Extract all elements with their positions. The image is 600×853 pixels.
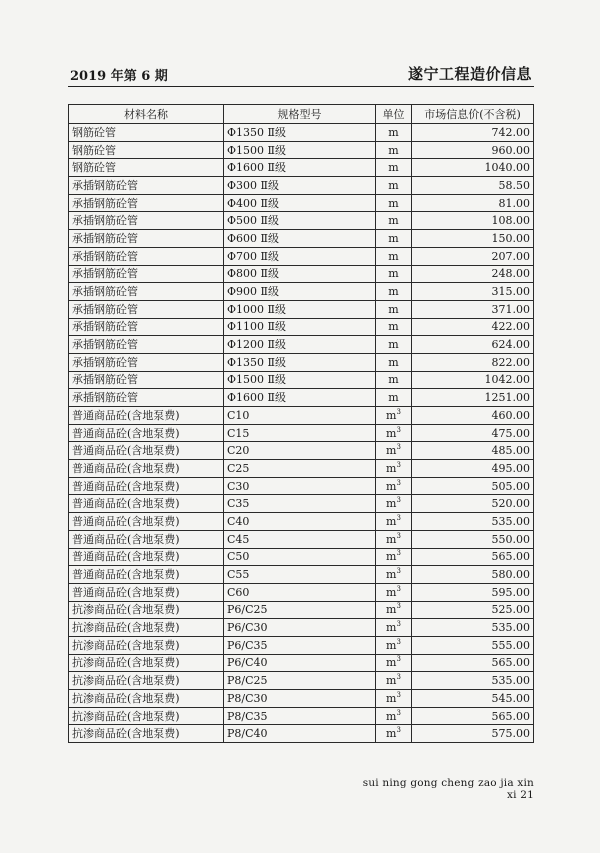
price-cell: 485.00 <box>412 442 534 460</box>
column-header-unit: 单位 <box>376 105 412 124</box>
unit-text: m <box>386 621 397 635</box>
unit-text: m <box>386 674 397 688</box>
price-cell: 555.00 <box>412 636 534 654</box>
price-cell: 960.00 <box>412 141 534 159</box>
unit-text: m <box>386 709 397 723</box>
unit-cell <box>376 672 412 690</box>
material-name-cell: 普通商品砼(含地泵费) <box>69 477 224 495</box>
price-cell: 742.00 <box>412 124 534 142</box>
spec-cell: Φ1000 Ⅱ级 <box>224 300 376 318</box>
unit-text: m <box>388 338 399 352</box>
unit-superscript: 3 <box>396 584 401 593</box>
spec-cell: P6/C25 <box>224 601 376 619</box>
table-row <box>69 477 534 495</box>
material-name-cell: 普通商品砼(含地泵费) <box>69 530 224 548</box>
table-header-row <box>69 105 534 124</box>
material-name-cell: 抗渗商品砼(含地泵费) <box>69 725 224 743</box>
material-name-cell: 普通商品砼(含地泵费) <box>69 566 224 584</box>
table-row <box>69 283 534 301</box>
unit-cell <box>376 300 412 318</box>
spec-cell: Φ300 Ⅱ级 <box>224 177 376 195</box>
unit-cell <box>376 336 412 354</box>
material-name-cell: 承插钢筋砼管 <box>69 212 224 230</box>
spec-cell: P8/C35 <box>224 707 376 725</box>
material-name-cell: 抗渗商品砼(含地泵费) <box>69 601 224 619</box>
spec-cell: C35 <box>224 495 376 513</box>
publication-title: 遂宁工程造价信息 <box>407 65 532 83</box>
material-name-cell: 承插钢筋砼管 <box>69 177 224 195</box>
column-header-price: 市场信息价(不含税) <box>412 105 534 124</box>
price-cell: 108.00 <box>412 212 534 230</box>
material-name-cell: 承插钢筋砼管 <box>69 300 224 318</box>
column-header-material: 材料名称 <box>69 105 224 124</box>
table-row <box>69 460 534 478</box>
spec-cell: C40 <box>224 513 376 531</box>
price-cell: 505.00 <box>412 477 534 495</box>
spec-cell: Φ900 Ⅱ级 <box>224 283 376 301</box>
unit-cell <box>376 371 412 389</box>
material-name-cell: 承插钢筋砼管 <box>69 283 224 301</box>
spec-cell: Φ1600 Ⅱ级 <box>224 159 376 177</box>
unit-text: m <box>388 125 399 139</box>
material-name-cell: 承插钢筋砼管 <box>69 353 224 371</box>
table-row <box>69 141 534 159</box>
spec-cell: P8/C30 <box>224 690 376 708</box>
spec-cell: P6/C35 <box>224 636 376 654</box>
material-name-cell: 承插钢筋砼管 <box>69 318 224 336</box>
unit-text: m <box>388 143 399 157</box>
spec-cell: Φ1350 Ⅱ级 <box>224 124 376 142</box>
spec-cell: Φ1200 Ⅱ级 <box>224 336 376 354</box>
price-cell: 565.00 <box>412 707 534 725</box>
material-name-cell: 普通商品砼(含地泵费) <box>69 460 224 478</box>
table-body <box>69 124 534 743</box>
table-row <box>69 442 534 460</box>
unit-cell <box>376 566 412 584</box>
unit-cell <box>376 636 412 654</box>
unit-cell <box>376 495 412 513</box>
unit-cell <box>376 530 412 548</box>
material-name-cell: 承插钢筋砼管 <box>69 389 224 407</box>
price-cell: 475.00 <box>412 424 534 442</box>
table-row <box>69 495 534 513</box>
unit-superscript: 3 <box>396 407 401 416</box>
material-name-cell: 普通商品砼(含地泵费) <box>69 513 224 531</box>
unit-text: m <box>386 550 397 564</box>
unit-text: m <box>388 214 399 228</box>
unit-text: m <box>386 497 397 511</box>
material-name-cell: 普通商品砼(含地泵费) <box>69 442 224 460</box>
unit-cell <box>376 353 412 371</box>
unit-text: m <box>388 196 399 210</box>
table-row <box>69 690 534 708</box>
table-row <box>69 583 534 601</box>
price-cell: 150.00 <box>412 230 534 248</box>
spec-cell: C50 <box>224 548 376 566</box>
spec-cell: C10 <box>224 407 376 425</box>
unit-text: m <box>388 391 399 405</box>
material-name-cell: 钢筋砼管 <box>69 159 224 177</box>
material-name-cell: 抗渗商品砼(含地泵费) <box>69 672 224 690</box>
unit-superscript: 3 <box>396 690 401 699</box>
table-row <box>69 265 534 283</box>
spec-cell: Φ400 Ⅱ级 <box>224 194 376 212</box>
table-row <box>69 230 534 248</box>
column-header-spec: 规格型号 <box>224 105 376 124</box>
unit-cell <box>376 690 412 708</box>
material-name-cell: 钢筋砼管 <box>69 141 224 159</box>
spec-cell: P6/C40 <box>224 654 376 672</box>
material-name-cell: 普通商品砼(含地泵费) <box>69 495 224 513</box>
table-row <box>69 124 534 142</box>
unit-superscript: 3 <box>396 460 401 469</box>
unit-cell <box>376 283 412 301</box>
unit-text: m <box>386 691 397 705</box>
table-row <box>69 336 534 354</box>
unit-text: m <box>388 355 399 369</box>
table-row <box>69 353 534 371</box>
unit-cell <box>376 548 412 566</box>
table-row <box>69 707 534 725</box>
unit-superscript: 3 <box>396 531 401 540</box>
unit-superscript: 3 <box>396 655 401 664</box>
material-name-cell: 钢筋砼管 <box>69 124 224 142</box>
table-row <box>69 212 534 230</box>
table-row <box>69 247 534 265</box>
unit-text: m <box>388 178 399 192</box>
unit-text: m <box>386 426 397 440</box>
material-name-cell: 普通商品砼(含地泵费) <box>69 407 224 425</box>
price-cell: 565.00 <box>412 654 534 672</box>
price-cell: 495.00 <box>412 460 534 478</box>
material-name-cell: 承插钢筋砼管 <box>69 194 224 212</box>
table-row <box>69 566 534 584</box>
price-cell: 1042.00 <box>412 371 534 389</box>
price-cell: 248.00 <box>412 265 534 283</box>
spec-cell: C30 <box>224 477 376 495</box>
unit-cell <box>376 424 412 442</box>
spec-cell: Φ1100 Ⅱ级 <box>224 318 376 336</box>
price-cell: 460.00 <box>412 407 534 425</box>
table-row <box>69 300 534 318</box>
price-cell: 550.00 <box>412 530 534 548</box>
price-cell: 822.00 <box>412 353 534 371</box>
unit-cell <box>376 619 412 637</box>
price-cell: 535.00 <box>412 672 534 690</box>
unit-cell <box>376 230 412 248</box>
spec-cell: C45 <box>224 530 376 548</box>
spec-cell: Φ600 Ⅱ级 <box>224 230 376 248</box>
price-cell: 545.00 <box>412 690 534 708</box>
unit-superscript: 3 <box>396 443 401 452</box>
unit-superscript: 3 <box>396 496 401 505</box>
spec-cell: C20 <box>224 442 376 460</box>
table-row <box>69 548 534 566</box>
table-row <box>69 389 534 407</box>
unit-cell <box>376 601 412 619</box>
table-row <box>69 407 534 425</box>
table-row <box>69 636 534 654</box>
material-name-cell: 普通商品砼(含地泵费) <box>69 548 224 566</box>
material-name-cell: 普通商品砼(含地泵费) <box>69 424 224 442</box>
table-row <box>69 424 534 442</box>
price-table <box>68 104 534 743</box>
price-cell: 371.00 <box>412 300 534 318</box>
unit-cell <box>376 513 412 531</box>
material-name-cell: 普通商品砼(含地泵费) <box>69 583 224 601</box>
table-row <box>69 619 534 637</box>
unit-cell <box>376 194 412 212</box>
unit-superscript: 3 <box>396 673 401 682</box>
unit-superscript: 3 <box>396 567 401 576</box>
unit-superscript: 3 <box>396 425 401 434</box>
table-row <box>69 654 534 672</box>
material-name-cell: 抗渗商品砼(含地泵费) <box>69 707 224 725</box>
table-row <box>69 601 534 619</box>
spec-cell: Φ800 Ⅱ级 <box>224 265 376 283</box>
issue-number: 2019 年第 6 期 <box>70 69 168 84</box>
unit-cell <box>376 247 412 265</box>
price-cell: 595.00 <box>412 583 534 601</box>
price-cell: 525.00 <box>412 601 534 619</box>
table-row <box>69 672 534 690</box>
material-name-cell: 承插钢筋砼管 <box>69 336 224 354</box>
table-row <box>69 513 534 531</box>
unit-cell <box>376 707 412 725</box>
unit-text: m <box>386 532 397 546</box>
unit-superscript: 3 <box>396 513 401 522</box>
table-row <box>69 530 534 548</box>
spec-cell: P6/C30 <box>224 619 376 637</box>
spec-cell: C55 <box>224 566 376 584</box>
table-row <box>69 159 534 177</box>
table-row <box>69 318 534 336</box>
spec-cell: C15 <box>224 424 376 442</box>
unit-text: m <box>388 302 399 316</box>
price-cell: 535.00 <box>412 513 534 531</box>
unit-cell <box>376 141 412 159</box>
unit-superscript: 3 <box>396 478 401 487</box>
unit-cell <box>376 407 412 425</box>
price-cell: 624.00 <box>412 336 534 354</box>
price-cell: 58.50 <box>412 177 534 195</box>
spec-cell: P8/C40 <box>224 725 376 743</box>
material-name-cell: 承插钢筋砼管 <box>69 265 224 283</box>
unit-cell <box>376 389 412 407</box>
unit-cell <box>376 583 412 601</box>
price-cell: 565.00 <box>412 548 534 566</box>
unit-text: m <box>386 461 397 475</box>
unit-text: m <box>386 568 397 582</box>
unit-superscript: 3 <box>396 549 401 558</box>
unit-text: m <box>388 320 399 334</box>
spec-cell: C25 <box>224 460 376 478</box>
table-row <box>69 194 534 212</box>
unit-cell <box>376 318 412 336</box>
unit-text: m <box>386 408 397 422</box>
unit-superscript: 3 <box>396 708 401 717</box>
price-cell: 575.00 <box>412 725 534 743</box>
unit-text: m <box>388 267 399 281</box>
spec-cell: Φ1600 Ⅱ级 <box>224 389 376 407</box>
table-row <box>69 725 534 743</box>
price-cell: 1251.00 <box>412 389 534 407</box>
unit-text: m <box>386 727 397 741</box>
unit-cell <box>376 177 412 195</box>
unit-text: m <box>386 479 397 493</box>
price-cell: 422.00 <box>412 318 534 336</box>
price-cell: 81.00 <box>412 194 534 212</box>
material-name-cell: 抗渗商品砼(含地泵费) <box>69 619 224 637</box>
spec-cell: Φ700 Ⅱ级 <box>224 247 376 265</box>
table-row <box>69 371 534 389</box>
unit-text: m <box>386 656 397 670</box>
page-header <box>70 60 532 84</box>
spec-cell: C60 <box>224 583 376 601</box>
unit-cell <box>376 212 412 230</box>
unit-superscript: 3 <box>396 602 401 611</box>
unit-text: m <box>388 231 399 245</box>
spec-cell: Φ1350 Ⅱ级 <box>224 353 376 371</box>
unit-cell <box>376 159 412 177</box>
spec-cell: Φ1500 Ⅱ级 <box>224 371 376 389</box>
unit-cell <box>376 442 412 460</box>
unit-cell <box>376 460 412 478</box>
unit-text: m <box>388 285 399 299</box>
unit-text: m <box>386 444 397 458</box>
price-cell: 207.00 <box>412 247 534 265</box>
header-rule <box>68 86 534 87</box>
spec-cell: Φ1500 Ⅱ级 <box>224 141 376 159</box>
unit-text: m <box>388 249 399 263</box>
table-row <box>69 177 534 195</box>
footer-pinyin: sui ning gong cheng zao jia xin xi <box>362 777 534 801</box>
page-footer <box>362 777 534 801</box>
price-cell: 520.00 <box>412 495 534 513</box>
price-cell: 1040.00 <box>412 159 534 177</box>
price-cell: 535.00 <box>412 619 534 637</box>
unit-text: m <box>388 161 399 175</box>
page-number: 21 <box>520 789 534 801</box>
unit-cell <box>376 654 412 672</box>
material-name-cell: 抗渗商品砼(含地泵费) <box>69 690 224 708</box>
unit-superscript: 3 <box>396 620 401 629</box>
unit-superscript: 3 <box>396 637 401 646</box>
spec-cell: Φ500 Ⅱ级 <box>224 212 376 230</box>
unit-cell <box>376 725 412 743</box>
price-cell: 580.00 <box>412 566 534 584</box>
unit-text: m <box>386 638 397 652</box>
unit-text: m <box>386 514 397 528</box>
material-name-cell: 抗渗商品砼(含地泵费) <box>69 654 224 672</box>
unit-cell <box>376 124 412 142</box>
material-name-cell: 承插钢筋砼管 <box>69 230 224 248</box>
unit-cell <box>376 477 412 495</box>
unit-superscript: 3 <box>396 726 401 735</box>
unit-text: m <box>388 373 399 387</box>
spec-cell: P8/C25 <box>224 672 376 690</box>
material-name-cell: 承插钢筋砼管 <box>69 371 224 389</box>
unit-text: m <box>386 585 397 599</box>
material-name-cell: 承插钢筋砼管 <box>69 247 224 265</box>
material-name-cell: 抗渗商品砼(含地泵费) <box>69 636 224 654</box>
unit-cell <box>376 265 412 283</box>
price-cell: 315.00 <box>412 283 534 301</box>
unit-text: m <box>386 603 397 617</box>
